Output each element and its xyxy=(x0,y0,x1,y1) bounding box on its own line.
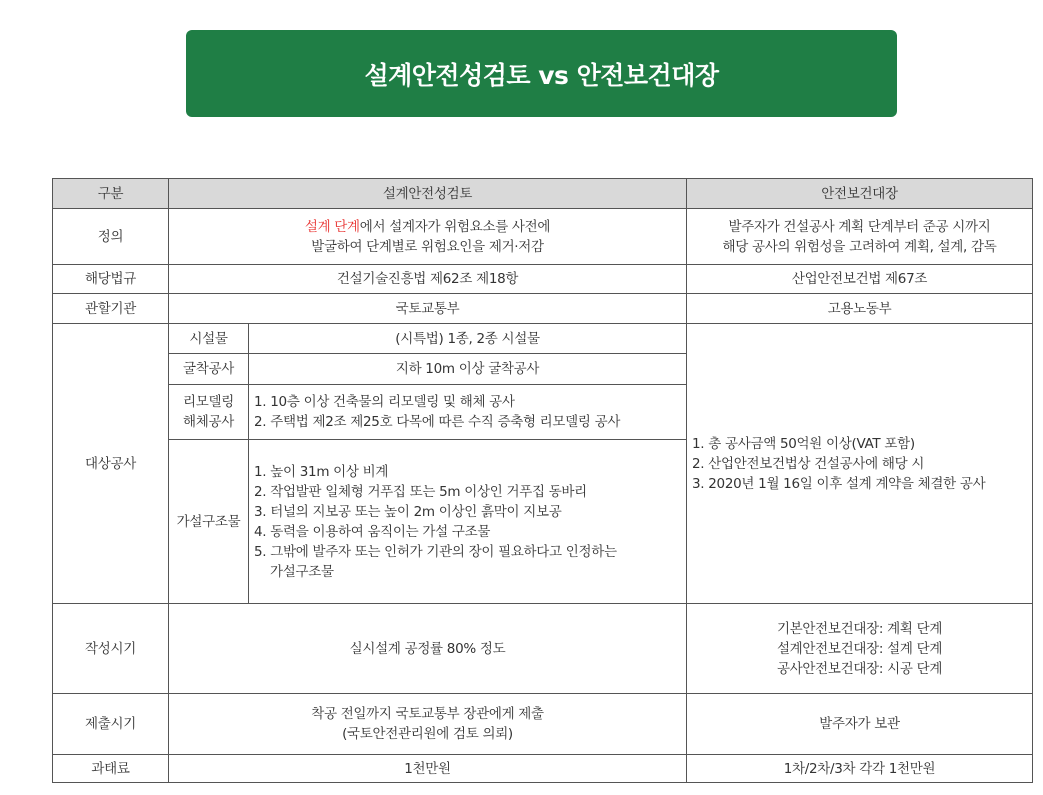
definition-design-review xyxy=(169,209,687,265)
row-label: 대상공사 xyxy=(53,324,169,604)
row-agency xyxy=(53,294,1033,324)
timing-ledger-line: 기본안전보건대장: 계획 단계 xyxy=(776,620,943,637)
definition-ledger xyxy=(687,209,1033,265)
list-item: 1. 높이 31m 이상 비계 xyxy=(254,463,389,480)
target-temporary-value xyxy=(249,440,687,604)
target-ledger-item: 1. 총 공사금액 50억원 이상(VAT 포함) xyxy=(692,435,915,452)
row-law xyxy=(53,265,1033,294)
list-item: 4. 동력을 이용하여 움직이는 가설 구조물 xyxy=(254,523,491,540)
row-label: 제출시기 xyxy=(53,694,169,755)
row-label: 관할기관 xyxy=(53,294,169,324)
law-design-review: 건설기술진흥법 제62조 제18항 xyxy=(169,265,687,294)
definition-line-2: 발굴하여 단계별로 위험요인을 제거·저감 xyxy=(311,238,544,255)
list-item: 1. 10층 이상 건축물의 리모델링 및 해체 공사 xyxy=(254,394,515,410)
row-label: 과태료 xyxy=(53,755,169,783)
sub-label: 굴착공사 xyxy=(169,354,249,385)
header-safety-health-ledger: 안전보건대장 xyxy=(687,179,1033,209)
definition-ledger-line-2: 해당 공사의 위험성을 고려하여 계획, 설계, 감독 xyxy=(722,238,997,255)
fine-design-review: 1천만원 xyxy=(169,755,687,783)
header-design-safety-review: 설계안전성검토 xyxy=(169,179,687,209)
list-item: 2. 주택법 제2조 제25호 다목에 따른 수직 증축형 리모델링 공사 xyxy=(254,414,621,430)
submit-line-1: 착공 전일까지 국토교통부 장관에게 제출 xyxy=(311,706,544,722)
timing-design-review: 실시설계 공정률 80% 정도 xyxy=(169,604,687,694)
agency-design-review: 국토교통부 xyxy=(169,294,687,324)
definition-ledger-line-1: 발주자가 건설공사 계획 단계부터 준공 시까지 xyxy=(728,218,991,235)
sub-label-line: 리모델링 xyxy=(183,394,234,410)
highlight-text: 설계 단계 xyxy=(304,218,360,235)
row-definition xyxy=(53,209,1033,265)
sub-label: 시설물 xyxy=(169,324,249,354)
submit-design-review xyxy=(169,694,687,755)
target-ledger-item: 2. 산업안전보건법상 건설공사에 해당 시 xyxy=(692,455,925,472)
target-ledger xyxy=(687,324,1033,604)
agency-ledger: 고용노동부 xyxy=(687,294,1033,324)
list-item: 2. 작업발판 일체형 거푸집 또는 5m 이상인 거푸집 동바리 xyxy=(254,483,587,500)
list-item: 5. 그밖에 발주자 또는 인허가 기관의 장이 필요하다고 인정하는 xyxy=(254,543,617,560)
target-ledger-item: 3. 2020년 1월 16일 이후 설계 계약을 체결한 공사 xyxy=(692,475,986,492)
header-category: 구분 xyxy=(53,179,169,209)
title-banner xyxy=(186,30,897,117)
target-excavation-value: 지하 10m 이상 굴착공사 xyxy=(249,354,687,385)
list-item: 3. 터널의 지보공 또는 높이 2m 이상인 흙막이 지보공 xyxy=(254,503,562,520)
definition-text: 에서 설계자가 위험요소를 사전에 xyxy=(359,218,551,235)
row-label: 정의 xyxy=(53,209,169,265)
submit-ledger: 발주자가 보관 xyxy=(687,694,1033,755)
definition-line-1 xyxy=(173,217,682,237)
timing-ledger-line: 설계안전보건대장: 설계 단계 xyxy=(776,640,943,657)
sub-label xyxy=(169,385,249,440)
row-label: 작성시기 xyxy=(53,604,169,694)
comparison-table xyxy=(52,178,1033,783)
fine-ledger: 1차/2차/3차 각각 1천만원 xyxy=(687,755,1033,783)
target-remodeling-value xyxy=(249,385,687,440)
timing-ledger-line: 공사안전보건대장: 시공 단계 xyxy=(776,660,943,677)
row-timing xyxy=(53,604,1033,694)
submit-line-2: (국토안전관리원에 검토 의뢰) xyxy=(342,726,513,742)
sub-label-line: 해체공사 xyxy=(183,414,234,430)
law-ledger: 산업안전보건법 제67조 xyxy=(687,265,1033,294)
timing-ledger xyxy=(687,604,1033,694)
sub-label: 가설구조물 xyxy=(169,440,249,604)
row-label: 해당법규 xyxy=(53,265,169,294)
target-facility-value: (시특법) 1종, 2종 시설물 xyxy=(249,324,687,354)
list-item-continuation: 가설구조물 xyxy=(270,563,334,580)
table-header-row xyxy=(53,179,1033,209)
row-submit xyxy=(53,694,1033,755)
row-target-facility xyxy=(53,324,1033,354)
page-title: 설계안전성검토 vs 안전보건대장 xyxy=(364,60,719,90)
row-fine xyxy=(53,755,1033,783)
